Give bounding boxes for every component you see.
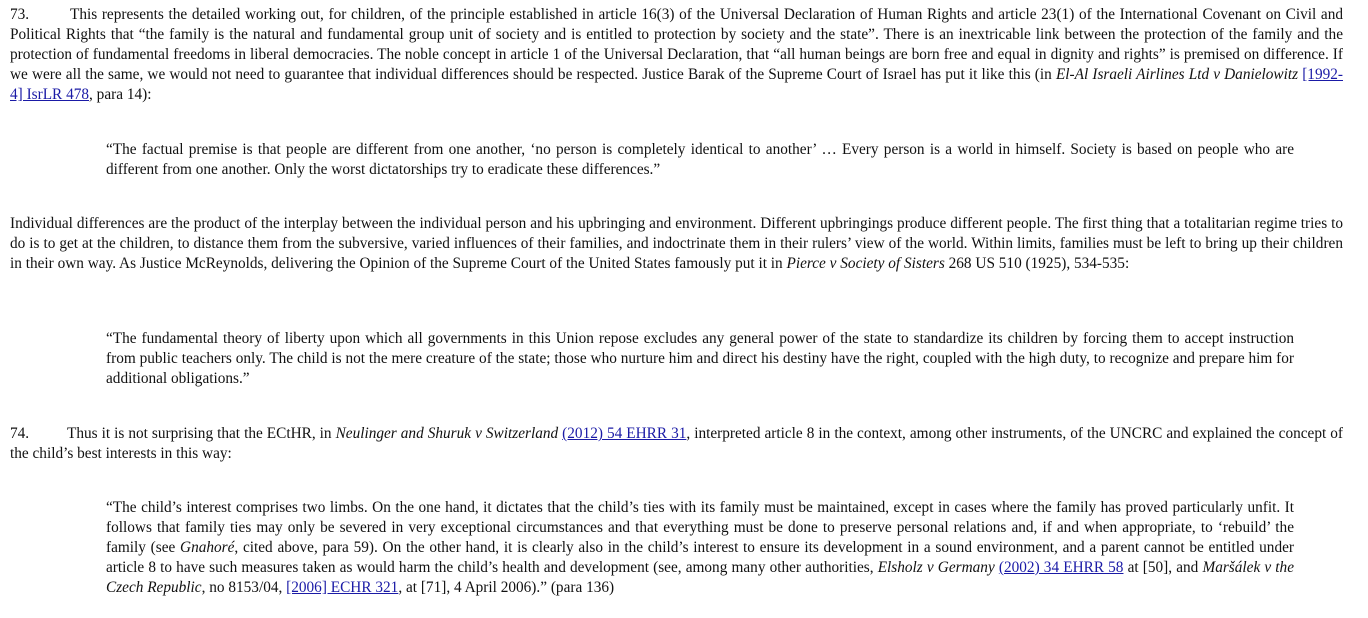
paragraph-text: , para 14): bbox=[89, 86, 152, 103]
paragraph-number: 74. bbox=[10, 425, 30, 442]
paragraph-text: Individual differences are the product of the interplay between the individual person and his upbringing and environment. Different upbringings produce different people. The first thing that a totalitarian regime tries to do is to get at the children, to distance them from the subversive, varied influences of their families, and indoctrinate them in their rulers’ view of the world. Within limits, families must be left to bring up their children in their own way. As Justice McReynolds, delivering the Opinion of the Supreme Court of the United States famously put it in bbox=[10, 215, 1343, 272]
paragraph-text: , interpreted article 8 in the context, among other instruments, of the UNCRC and explained the concept of the child’s best interests in this way: bbox=[10, 425, 1343, 462]
case-name: Pierce v Society of Sisters bbox=[786, 255, 945, 272]
citation-link[interactable]: (2012) 54 EHRR 31 bbox=[562, 425, 687, 442]
quote-text: at [50], and bbox=[1123, 559, 1203, 576]
quote-text: , no 8153/04, bbox=[201, 579, 287, 596]
paragraph-text: Thus it is not surprising that the ECtHR, in bbox=[67, 425, 336, 442]
quote-text: “The child’s interest comprises two limbs. On the one hand, it dictates that the child’s ties with its family must be maintained, except in cases where the family has proved particularly unfit. It follows that family ties may only be severed in very exceptional circumstances and that everything must be done to preserve personal relations and, if and when appropriate, to ‘rebuild’ the family (see bbox=[106, 499, 1294, 556]
paragraph-73 bbox=[10, 5, 1343, 105]
paragraph-number: 73. bbox=[10, 6, 30, 23]
citation-link[interactable]: [2006] ECHR 321 bbox=[286, 579, 399, 596]
blockquote-neulinger bbox=[106, 498, 1294, 598]
case-name: El-Al Israeli Airlines Ltd v Danielowitz bbox=[1055, 66, 1299, 83]
quote-text: “The factual premise is that people are different from one another, ‘no person is completely identical to another’ … Every person is a world in himself. Society is based on people who are different from one another. Only the worst dictatorships try to eradicate these differences.” bbox=[106, 141, 1294, 178]
citation-link[interactable]: (2002) 34 EHRR 58 bbox=[998, 559, 1124, 576]
case-name: Neulinger and Shuruk v Switzerland bbox=[335, 425, 559, 442]
paragraph-74 bbox=[10, 424, 1343, 464]
paragraph-text: This represents the detailed working out, for children, of the principle established in article 16(3) of the Universal Declaration of Human Rights and article 23(1) of the International Covenant on Civil and Political Rights that “the family is the natural and fundamental group unit of society and is entitled to protection by society and the state”. There is an inextricable link between the protection of the family and the protection of fundamental freedoms in liberal democracies. The noble concept in article 1 of the Universal Declaration, that “all human beings are born free and equal in dignity and rights” is premised on difference. If we were all the same, we would not need to guarantee that individual differences should be respected. Justice Barak of the Supreme Court of Israel has put it like this (in bbox=[10, 6, 1343, 83]
paragraph-individual-differences bbox=[10, 214, 1343, 274]
case-name: Gnahoré bbox=[180, 539, 235, 556]
quote-text: “The fundamental theory of liberty upon which all governments in this Union repose excludes any general power of the state to standardize its children by forcing them to accept instruction from public teachers only. The child is not the mere creature of the state; those who nurture him and direct his destiny have the right, coupled with the high duty, to recognize and prepare him for additional obligations.” bbox=[106, 330, 1294, 387]
blockquote-mcreynolds bbox=[106, 329, 1294, 389]
blockquote-barak bbox=[106, 140, 1294, 180]
case-name: Elsholz v Germany bbox=[877, 559, 995, 576]
citation-link[interactable]: [1992-4] IsrLR 478 bbox=[10, 66, 1343, 103]
quote-text: , at [71], 4 April 2006).” (para 136) bbox=[398, 579, 615, 596]
case-name: Maršálek v the Czech Republic bbox=[106, 559, 1294, 596]
quote-text: , cited above, para 59). On the other hand, it is clearly also in the child’s interest to ensure its development in a sound environment, and a parent cannot be entitled under article 8 to have such measures taken as would harm the child’s health and development (see, among many other authorities, bbox=[106, 539, 1294, 576]
paragraph-text: 268 US 510 (1925), 534-535: bbox=[944, 255, 1130, 272]
